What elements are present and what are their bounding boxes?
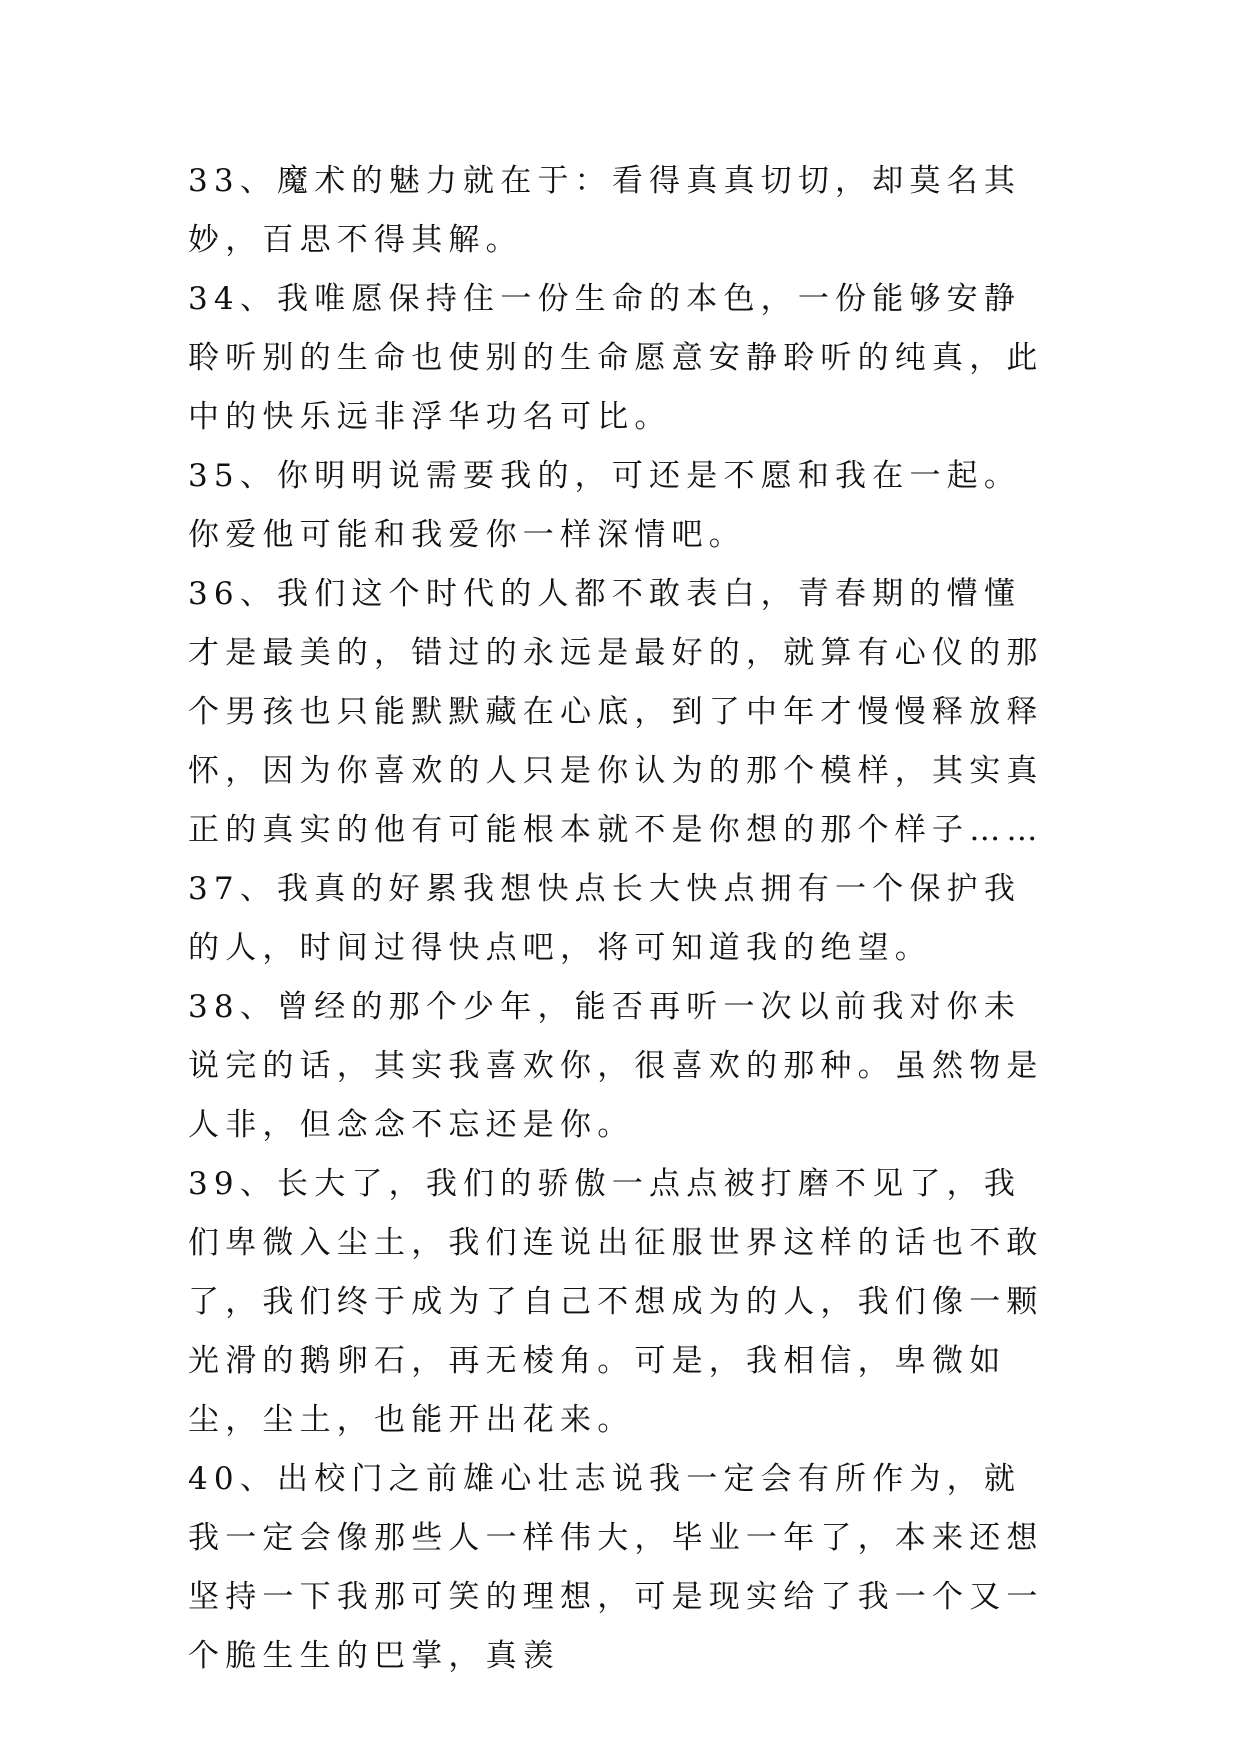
document-page [188,152,1056,1686]
paragraph-39: 39、长大了，我们的骄傲一点点被打磨不见了，我们卑微入尘土，我们连说出征服世界这样的话也不敢了，我们终于成为了自己不想成为的人，我们像一颗光滑的鹅卵石，再无棱角。可是，我相信，卑微如尘，尘土，也能开出花来。 [188,1166,1044,1438]
paragraph-35: 35、你明明说需要我的，可还是不愿和我在一起。你爱他可能和我爱你一样深情吧。 [188,458,1022,553]
paragraph-40: 40、出校门之前雄心壮志说我一定会有所作为，就我一定会像那些人一样伟大，毕业一年了，本来还想坚持一下我那可笑的理想，可是现实给了我一个又一个脆生生的巴掌，真羡 [188,1461,1044,1674]
paragraph-33: 33、魔术的魅力就在于：看得真真切切，却莫名其妙，百思不得其解。 [188,163,1022,258]
paragraph-36: 36、我们这个时代的人都不敢表白，青春期的懵懂才是最美的，错过的永远是最好的，就算有心仪的那个男孩也只能默默藏在心底，到了中年才慢慢释放释怀，因为你喜欢的人只是你认为的那个模样，其实真正的真实的他有可能根本就不是你想的那个样子…… [188,576,1044,848]
paragraph-38: 38、曾经的那个少年，能否再听一次以前我对你未说完的话，其实我喜欢你，很喜欢的那种。虽然物是人非，但念念不忘还是你。 [188,989,1044,1143]
paragraph-34: 34、我唯愿保持住一份生命的本色，一份能够安静聆听别的生命也使别的生命愿意安静聆听的纯真，此中的快乐远非浮华功名可比。 [188,281,1044,435]
paragraph-37: 37、我真的好累我想快点长大快点拥有一个保护我的人，时间过得快点吧，将可知道我的绝望。 [188,871,1022,966]
